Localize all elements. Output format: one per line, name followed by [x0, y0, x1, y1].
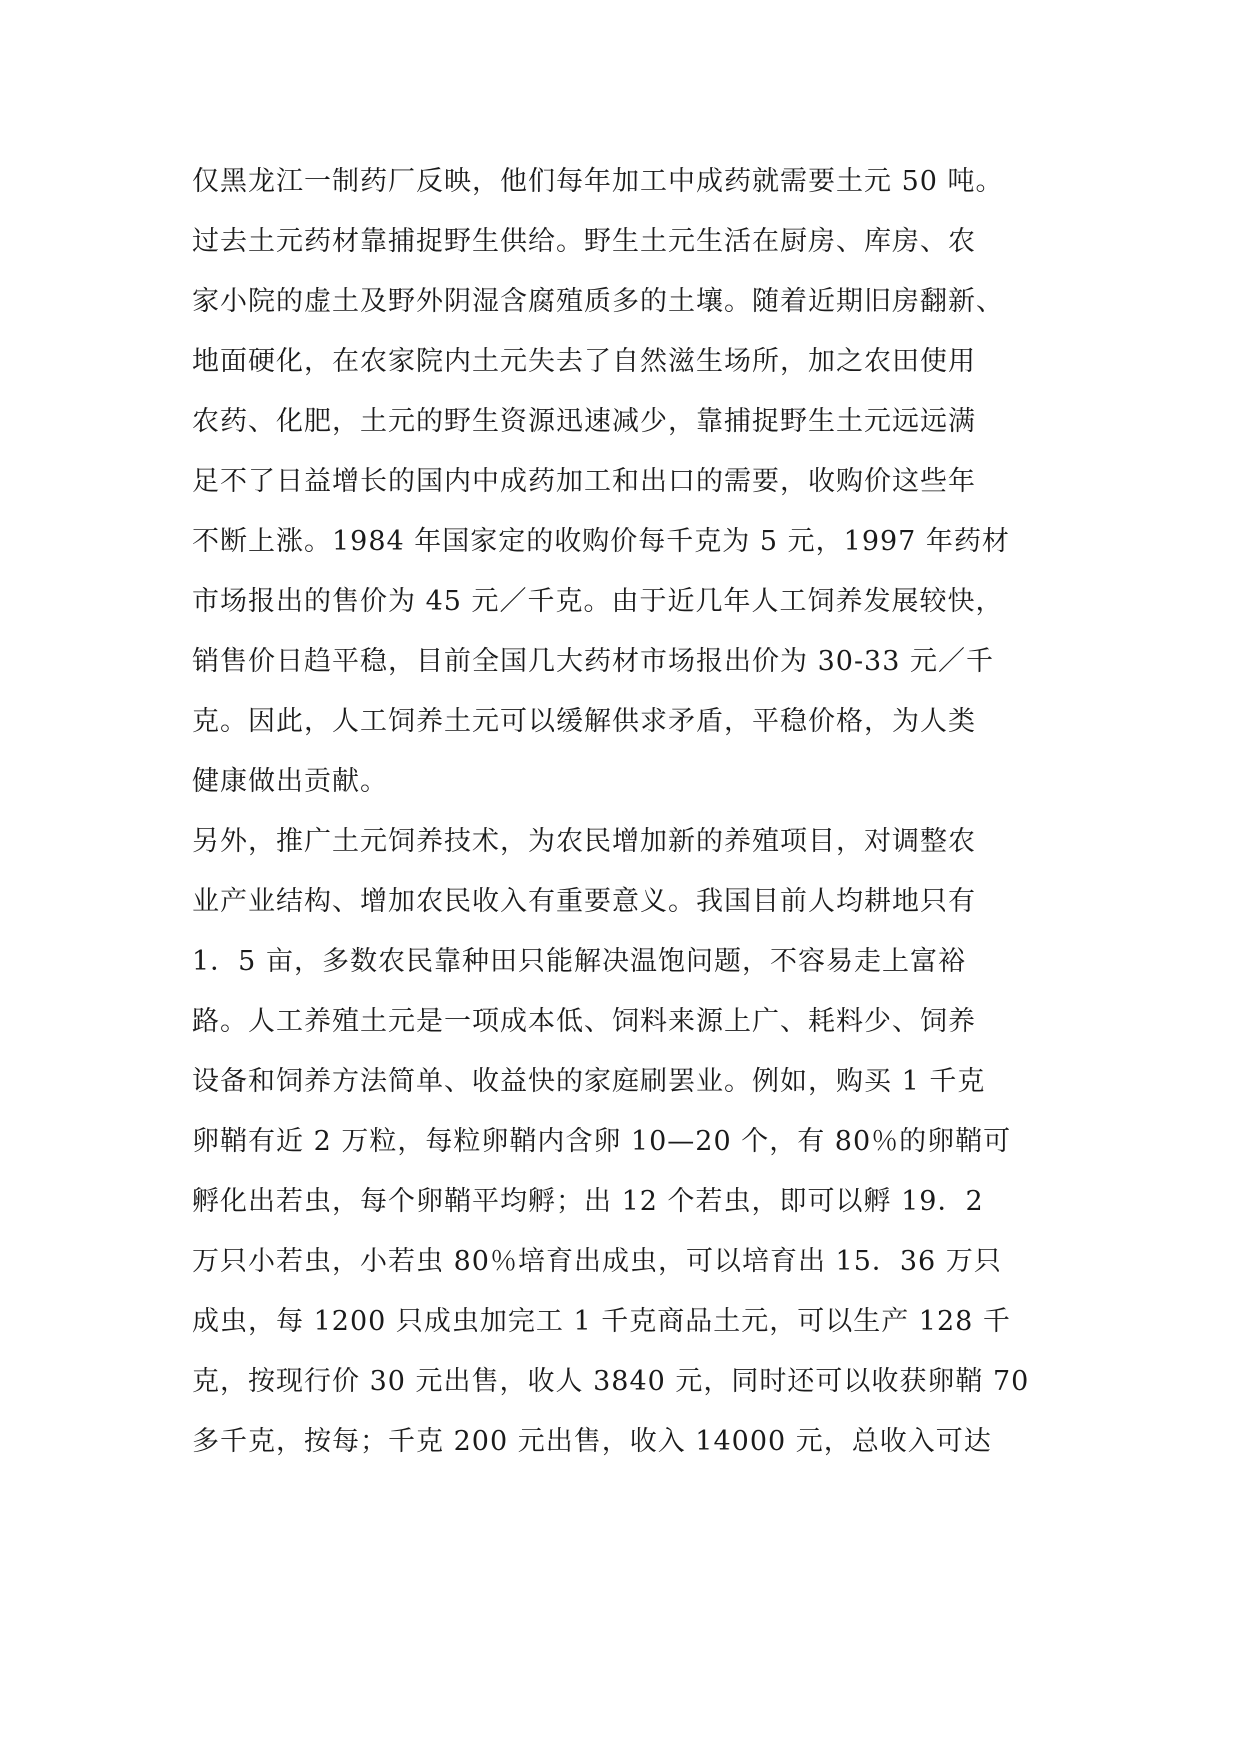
text-line: 克，按现行价 30 元出售，收人 3840 元，同时还可以收获卵鞘 70: [192, 1366, 1030, 1397]
text-line: 孵化出若虫，每个卵鞘平均孵；出 12 个若虫，即可以孵 19．2: [192, 1186, 984, 1217]
text-line: 地面硬化，在农家院内土元失去了自然滋生场所，加之农田使用: [192, 346, 976, 377]
text-line: 另外，推广土元饲养技术，为农民增加新的养殖项目，对调整农: [192, 826, 976, 857]
text-line: 万只小若虫，小若虫 80％培育出成虫，可以培育出 15．36 万只: [192, 1246, 1002, 1277]
text-line: 多千克，按每；千克 200 元出售，收入 14000 元，总收入可达: [192, 1426, 992, 1457]
text-line: 过去土元药材靠捕捉野生供给。野生土元生活在厨房、库房、农: [192, 226, 976, 257]
text-line: 足不了日益增长的国内中成药加工和出口的需要，收购价这些年: [192, 466, 976, 497]
text-line: 农药、化肥，土元的野生资源迅速减少，靠捕捉野生土元远远满: [192, 406, 976, 437]
text-line: 不断上涨。1984 年国家定的收购价每千克为 5 元，1997 年药材: [192, 526, 1010, 557]
text-line: 健康做出贡献。: [192, 766, 388, 797]
text-line: 销售价日趋平稳，目前全国几大药材市场报出价为 30-33 元／千: [192, 646, 994, 677]
text-line: 路。人工养殖土元是一项成本低、饲料来源上广、耗料少、饲养: [192, 1006, 976, 1037]
body-text: [192, 152, 1072, 1472]
text-line: 家小院的虚土及野外阴湿含腐殖质多的土壤。随着近期旧房翻新、: [192, 286, 1004, 317]
text-line: 业产业结构、增加农民收入有重要意义。我国目前人均耕地只有: [192, 886, 976, 917]
text-line: 设备和饲养方法简单、收益快的家庭刷罢业。例如，购买 1 千克: [192, 1066, 986, 1097]
text-line: 成虫，每 1200 只成虫加完工 1 千克商品土元，可以生产 128 千: [192, 1306, 1011, 1337]
text-line: 1．5 亩，多数农民靠种田只能解决温饱问题，不容易走上富裕: [192, 946, 966, 977]
text-line: 仅黑龙江一制药厂反映，他们每年加工中成药就需要土元 50 吨。: [192, 166, 1004, 197]
text-line: 市场报出的售价为 45 元／千克。由于近几年人工饲养发展较快，: [192, 586, 1004, 617]
text-line: 卵鞘有近 2 万粒，每粒卵鞘内含卵 10—20 个，有 80％的卵鞘可: [192, 1126, 1012, 1157]
text-line: 克。因此，人工饲养土元可以缓解供求矛盾，平稳价格，为人类: [192, 706, 976, 737]
